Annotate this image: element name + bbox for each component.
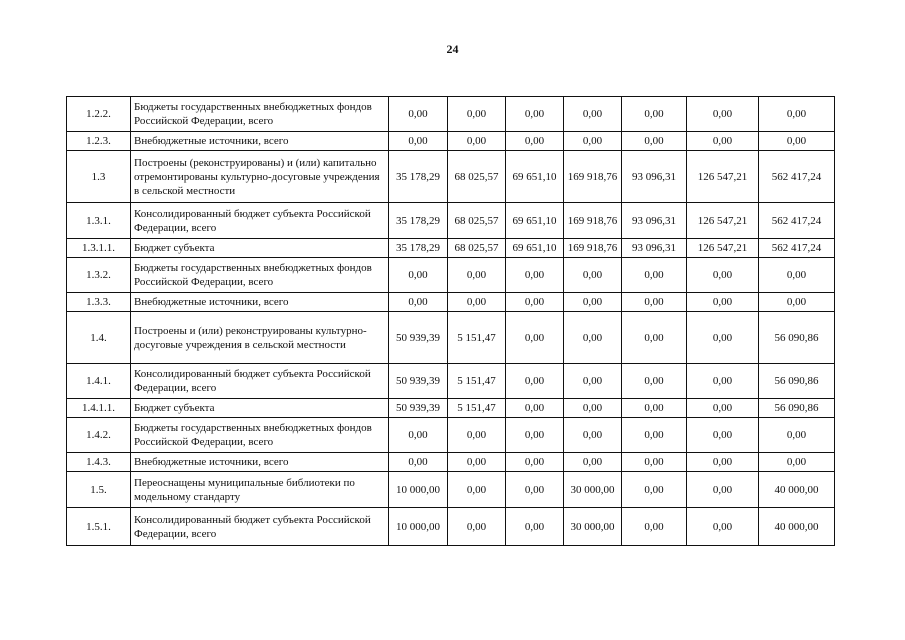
value-cell: 0,00 [622, 312, 687, 364]
value-cell: 0,00 [687, 132, 759, 151]
value-cell: 35 178,29 [389, 203, 448, 239]
table-row [67, 258, 835, 293]
row-code-cell: 1.5.1. [67, 508, 131, 546]
row-code-cell: 1.3.3. [67, 293, 131, 312]
value-cell: 0,00 [506, 312, 564, 364]
value-cell: 93 096,31 [622, 203, 687, 239]
row-description-cell: Построены и (или) реконструированы культурно-досуговые учреждения в сельской местности [131, 312, 389, 364]
value-cell: 0,00 [687, 293, 759, 312]
value-cell: 69 651,10 [506, 239, 564, 258]
value-cell: 0,00 [622, 508, 687, 546]
value-cell: 50 939,39 [389, 399, 448, 418]
row-description-cell: Консолидированный бюджет субъекта Российской Федерации, всего [131, 508, 389, 546]
value-cell: 5 151,47 [448, 364, 506, 399]
value-cell: 0,00 [506, 97, 564, 132]
value-cell: 93 096,31 [622, 239, 687, 258]
total-value-cell: 56 090,86 [759, 364, 835, 399]
value-cell: 0,00 [389, 418, 448, 453]
value-cell: 0,00 [506, 364, 564, 399]
value-cell: 0,00 [564, 97, 622, 132]
page-number: 24 [446, 42, 459, 56]
total-value-cell: 0,00 [759, 97, 835, 132]
value-cell: 0,00 [622, 399, 687, 418]
value-cell: 169 918,76 [564, 239, 622, 258]
value-cell: 0,00 [687, 472, 759, 508]
value-cell: 0,00 [564, 258, 622, 293]
table-row [67, 203, 835, 239]
total-value-cell: 0,00 [759, 258, 835, 293]
table-row [67, 472, 835, 508]
value-cell: 0,00 [564, 364, 622, 399]
table-row [67, 508, 835, 546]
value-cell: 0,00 [506, 399, 564, 418]
value-cell: 0,00 [448, 453, 506, 472]
total-value-cell: 40 000,00 [759, 472, 835, 508]
value-cell: 0,00 [506, 453, 564, 472]
value-cell: 69 651,10 [506, 151, 564, 203]
value-cell: 0,00 [448, 293, 506, 312]
value-cell: 0,00 [687, 97, 759, 132]
value-cell: 35 178,29 [389, 239, 448, 258]
value-cell: 0,00 [564, 453, 622, 472]
row-code-cell: 1.4. [67, 312, 131, 364]
total-value-cell: 0,00 [759, 132, 835, 151]
value-cell: 68 025,57 [448, 203, 506, 239]
value-cell: 0,00 [622, 364, 687, 399]
table-row [67, 418, 835, 453]
value-cell: 0,00 [687, 399, 759, 418]
table-row [67, 151, 835, 203]
value-cell: 0,00 [687, 364, 759, 399]
value-cell: 0,00 [622, 258, 687, 293]
row-description-cell: Внебюджетные источники, всего [131, 453, 389, 472]
value-cell: 0,00 [622, 472, 687, 508]
value-cell: 5 151,47 [448, 399, 506, 418]
total-value-cell: 56 090,86 [759, 312, 835, 364]
table-row [67, 239, 835, 258]
row-description-cell: Бюджеты государственных внебюджетных фондов Российской Федерации, всего [131, 258, 389, 293]
value-cell: 0,00 [506, 472, 564, 508]
value-cell: 169 918,76 [564, 203, 622, 239]
total-value-cell: 40 000,00 [759, 508, 835, 546]
value-cell: 30 000,00 [564, 508, 622, 546]
value-cell: 0,00 [506, 132, 564, 151]
total-value-cell: 0,00 [759, 418, 835, 453]
value-cell: 0,00 [448, 418, 506, 453]
value-cell: 50 939,39 [389, 364, 448, 399]
row-code-cell: 1.4.2. [67, 418, 131, 453]
budget-table [66, 96, 835, 546]
row-code-cell: 1.2.3. [67, 132, 131, 151]
table-row [67, 399, 835, 418]
value-cell: 0,00 [389, 258, 448, 293]
value-cell: 0,00 [448, 258, 506, 293]
value-cell: 0,00 [389, 453, 448, 472]
value-cell: 0,00 [448, 472, 506, 508]
value-cell: 126 547,21 [687, 203, 759, 239]
value-cell: 10 000,00 [389, 508, 448, 546]
value-cell: 0,00 [622, 132, 687, 151]
row-code-cell: 1.3 [67, 151, 131, 203]
value-cell: 0,00 [564, 132, 622, 151]
total-value-cell: 562 417,24 [759, 239, 835, 258]
value-cell: 0,00 [564, 418, 622, 453]
value-cell: 126 547,21 [687, 151, 759, 203]
value-cell: 0,00 [506, 293, 564, 312]
row-code-cell: 1.4.1.1. [67, 399, 131, 418]
value-cell: 0,00 [389, 132, 448, 151]
row-description-cell: Бюджеты государственных внебюджетных фондов Российской Федерации, всего [131, 97, 389, 132]
row-description-cell: Построены (реконструированы) и (или) капитально отремонтированы культурно-досуговые учреждения в сельской местности [131, 151, 389, 203]
total-value-cell: 0,00 [759, 293, 835, 312]
row-code-cell: 1.3.1.1. [67, 239, 131, 258]
total-value-cell: 562 417,24 [759, 151, 835, 203]
row-description-cell: Бюджет субъекта [131, 399, 389, 418]
value-cell: 0,00 [506, 418, 564, 453]
value-cell: 0,00 [687, 453, 759, 472]
value-cell: 0,00 [506, 258, 564, 293]
value-cell: 126 547,21 [687, 239, 759, 258]
value-cell: 0,00 [448, 508, 506, 546]
value-cell: 0,00 [564, 293, 622, 312]
table-row [67, 364, 835, 399]
value-cell: 0,00 [622, 418, 687, 453]
row-description-cell: Переоснащены муниципальные библиотеки по модельному стандарту [131, 472, 389, 508]
value-cell: 0,00 [687, 418, 759, 453]
value-cell: 69 651,10 [506, 203, 564, 239]
value-cell: 0,00 [622, 97, 687, 132]
total-value-cell: 0,00 [759, 453, 835, 472]
value-cell: 30 000,00 [564, 472, 622, 508]
row-description-cell: Бюджеты государственных внебюджетных фондов Российской Федерации, всего [131, 418, 389, 453]
total-value-cell: 562 417,24 [759, 203, 835, 239]
value-cell: 0,00 [564, 312, 622, 364]
value-cell: 93 096,31 [622, 151, 687, 203]
value-cell: 0,00 [564, 399, 622, 418]
value-cell: 0,00 [506, 508, 564, 546]
table-row [67, 312, 835, 364]
row-description-cell: Консолидированный бюджет субъекта Российской Федерации, всего [131, 203, 389, 239]
value-cell: 5 151,47 [448, 312, 506, 364]
value-cell: 0,00 [622, 293, 687, 312]
total-value-cell: 56 090,86 [759, 399, 835, 418]
row-code-cell: 1.4.1. [67, 364, 131, 399]
table-row [67, 293, 835, 312]
value-cell: 0,00 [622, 453, 687, 472]
table-row [67, 132, 835, 151]
table-row [67, 97, 835, 132]
value-cell: 0,00 [448, 97, 506, 132]
value-cell: 0,00 [389, 293, 448, 312]
row-code-cell: 1.3.2. [67, 258, 131, 293]
row-description-cell: Консолидированный бюджет субъекта Российской Федерации, всего [131, 364, 389, 399]
value-cell: 0,00 [687, 258, 759, 293]
value-cell: 68 025,57 [448, 151, 506, 203]
value-cell: 0,00 [687, 312, 759, 364]
row-code-cell: 1.3.1. [67, 203, 131, 239]
value-cell: 10 000,00 [389, 472, 448, 508]
value-cell: 169 918,76 [564, 151, 622, 203]
value-cell: 50 939,39 [389, 312, 448, 364]
value-cell: 0,00 [687, 508, 759, 546]
value-cell: 0,00 [448, 132, 506, 151]
row-description-cell: Внебюджетные источники, всего [131, 293, 389, 312]
table-row [67, 453, 835, 472]
row-description-cell: Внебюджетные источники, всего [131, 132, 389, 151]
value-cell: 68 025,57 [448, 239, 506, 258]
row-code-cell: 1.4.3. [67, 453, 131, 472]
row-description-cell: Бюджет субъекта [131, 239, 389, 258]
row-code-cell: 1.2.2. [67, 97, 131, 132]
row-code-cell: 1.5. [67, 472, 131, 508]
value-cell: 0,00 [389, 97, 448, 132]
value-cell: 35 178,29 [389, 151, 448, 203]
